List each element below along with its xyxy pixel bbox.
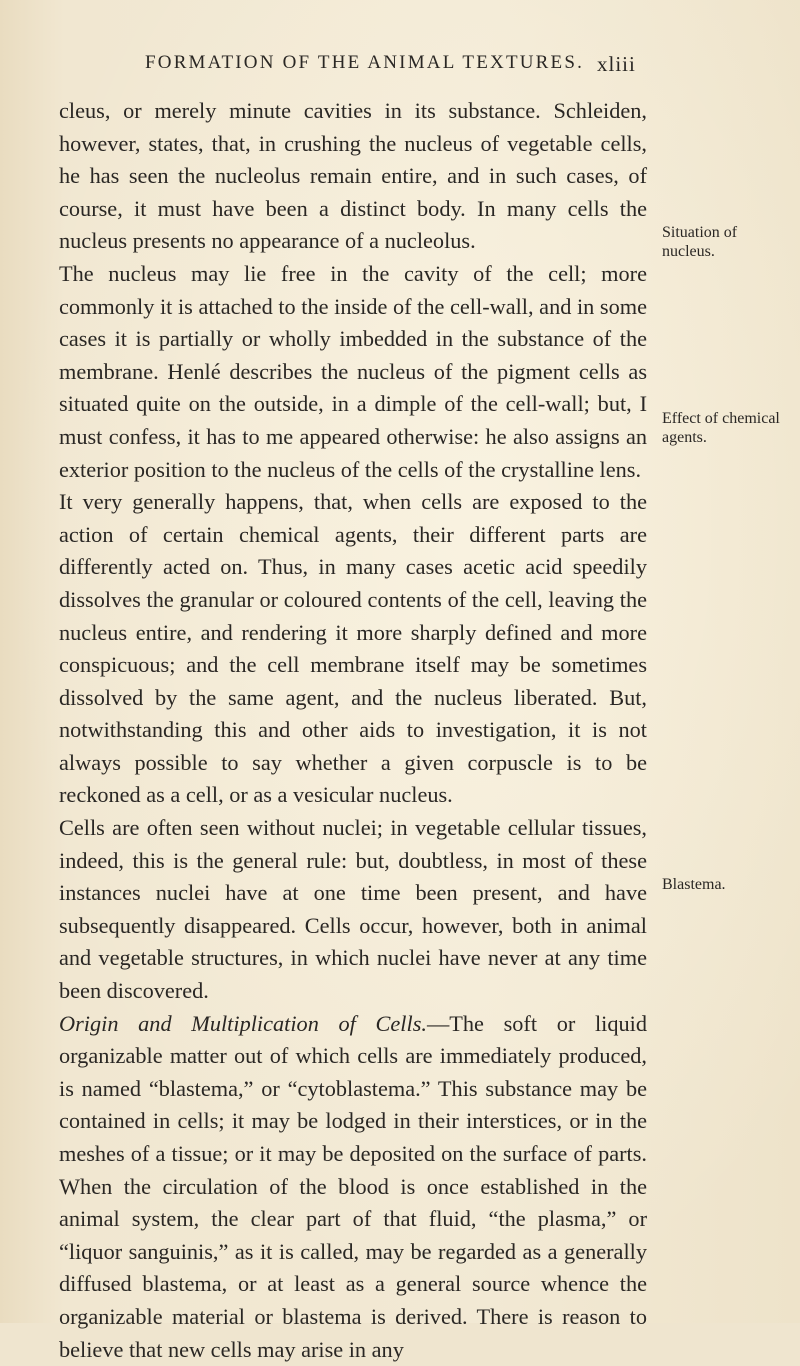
paragraph-4: Cells are often seen without nuclei; in vegetable cellular tissues, indeed, this is the general rule: but, doubtless, in most of these instances nuclei have at one time been present, and have subsequently disappeared. Cells occur, however, both in animal and vegetable structures, in which nuclei have never at any time been discovered. — [59, 815, 647, 1004]
section-heading: Origin and Multiplication of Cells. — [59, 1010, 427, 1036]
body-text — [59, 95, 647, 1366]
running-head — [0, 52, 800, 82]
page-number: xliii — [597, 52, 636, 76]
margin-note-effect: Effect of chemical agents. — [662, 410, 780, 446]
paragraph-1: cleus, or merely minute cavities in its substance. Schleiden, however, states, that, in crushing the nucleus of vegetable cells, he has seen the nucleolus remain entire, and in such cases, of course, it must have been a distinct body. In many cells the nucleus presents no appearance of a nucleolus. — [59, 98, 647, 254]
paragraph-2: The nucleus may lie free in the cavity of the cell; more commonly it is attached to the inside of the cell-wall, and in some cases it is partially or wholly imbedded in the substance of the membrane. Henlé describes the nucleus of the pigment cells as situated quite on the outside, in a dimple of the cell-wall; but, I must confess, it has to me appeared otherwise: he also assigns an exterior position to the nucleus of the cells of the crystalline lens. — [59, 260, 647, 482]
running-title: FORMATION OF THE ANIMAL TEXTURES. — [145, 52, 585, 73]
paragraph-5-text: —The soft or liquid organizable matter out of which cells are immediately produced, is named “blastema,” or “cytoblastema.” This substance may be contained in cells; it may be lodged in their interstices, or in the meshes of a tissue; or it may be deposited on the surface of parts. When the circulation of the blood is once established in the animal system, the clear part of that fluid, “the plasma,” or “liquor sanguinis,” as it is called, may be regarded as a generally diffused blastema, or at least as a general source whence the organizable material or blastema is derived. There is reason to believe that new cells may arise in any — [59, 1010, 647, 1362]
margin-note-blastema: Blastema. — [662, 876, 726, 893]
paragraph-3: It very generally happens, that, when cells are exposed to the action of certain chemical agents, their different parts are differently acted on. Thus, in many cases acetic acid speedily dissolves the granular or coloured contents of the cell, leaving the nucleus entire, and rendering it more sharply defined and more conspicuous; and the cell membrane itself may be sometimes dissolved by the same agent, and the nucleus liberated. But, notwithstanding this and other aids to investigation, it is not always possible to say whether a given corpuscle is to be reckoned as a cell, or as a vesicular nucleus. — [59, 489, 647, 808]
paragraph-5 — [59, 1008, 647, 1366]
margin-note-situation: Situation of nucleus. — [662, 224, 738, 260]
